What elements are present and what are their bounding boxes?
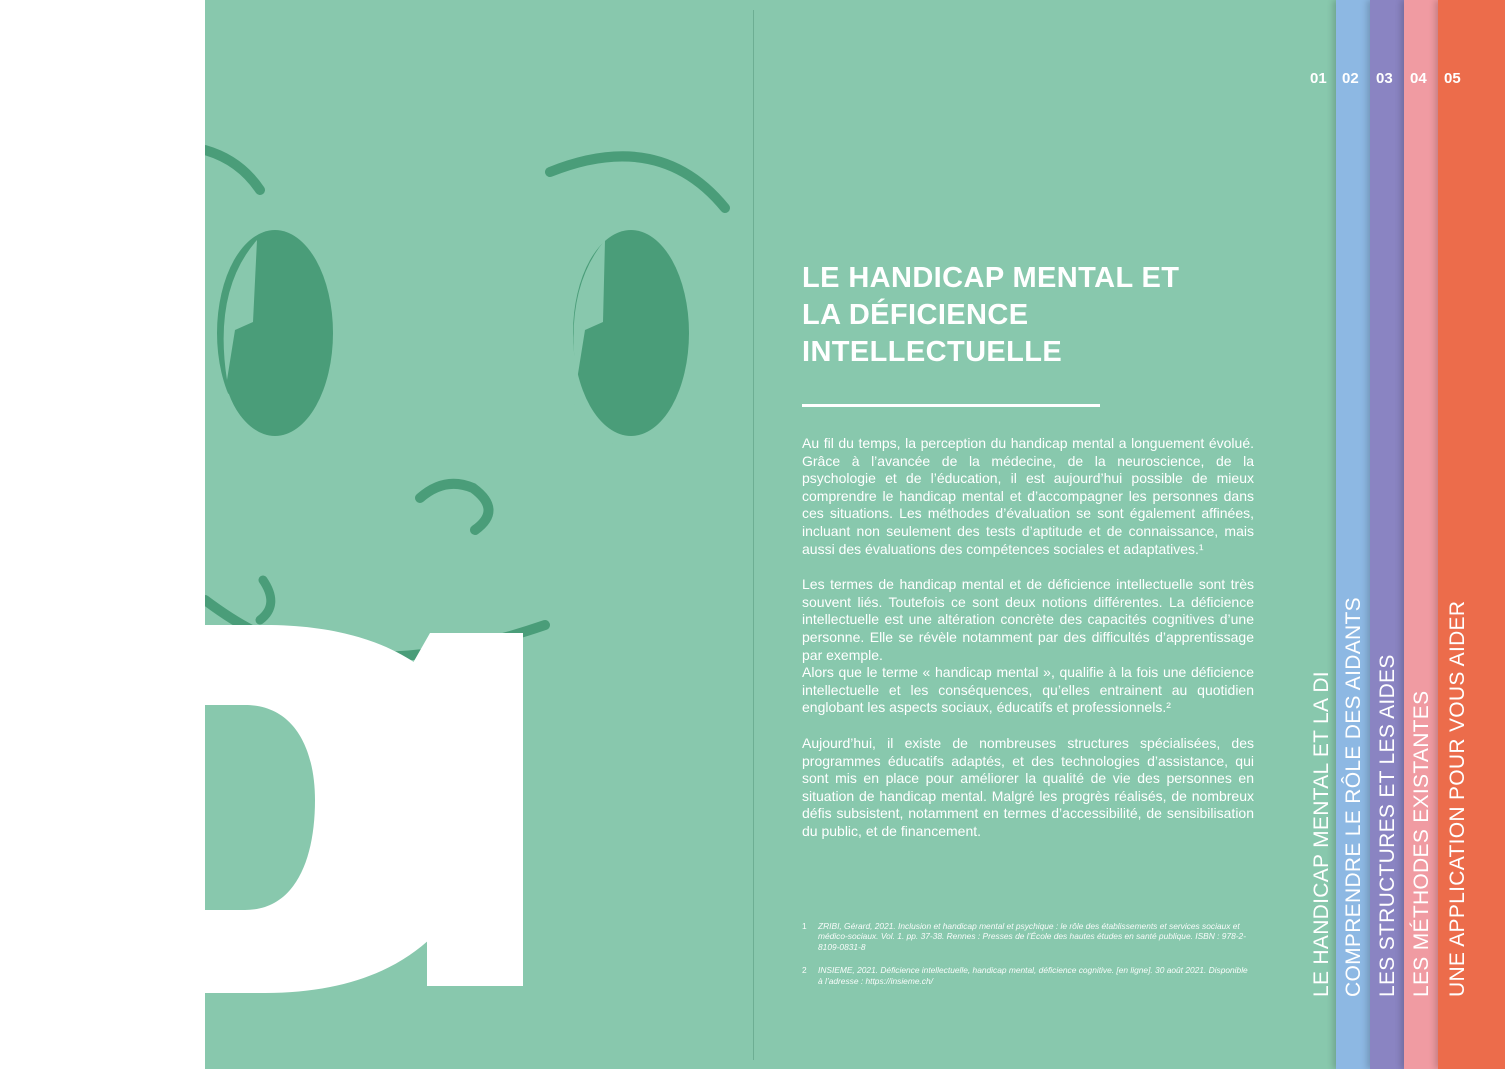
tab-chapter-03[interactable] xyxy=(1370,0,1406,1069)
footnote xyxy=(802,965,1254,986)
tab-label: LES STRUCTURES ET LES AIDES xyxy=(1376,654,1399,997)
page-fold xyxy=(753,10,754,1060)
tab-number: 05 xyxy=(1444,70,1461,87)
tab-chapter-02[interactable] xyxy=(1336,0,1372,1069)
paragraph-3: Alors que le terme « handicap mental », qualifie à la fois une déficience intellectuelle et les conséquences, qu’elles entrainent au quotidien englobant les aspects sociaux, éducatifs et professionnels.² xyxy=(802,664,1254,716)
paragraph-4: Aujourd’hui, il existe de nombreuses structures spécialisées, des programmes éducatifs adaptés, et des technologies d’assistance, qui sont mis en place pour améliorer la qualité de vie des personnes en situation de handicap mental. Malgré les progrès réalisés, de nombreux défis subsistent, notamment en termes d’accessibilité, de sensibilisation du public, et de financement. xyxy=(802,734,1254,839)
chapter-title xyxy=(802,260,1254,371)
footnote-text: ZRIBI, Gérard, 2021. Inclusion et handicap mental et psychique : le rôle des établissements et services sociaux et médico-sociaux. Vol. 1. pp. 37-38. Rennes : Presses de l’École des hautes études en santé publique. ISBN : 978-2-8109-0831-8 xyxy=(818,921,1246,952)
tab-number: 02 xyxy=(1342,70,1359,87)
footnote-text: INSIEME, 2021. Déficience intellectuelle, handicap mental, déficience cognitive. [en ligne]. 30 août 2021. Disponible à l’adresse : https://insieme.ch/ xyxy=(818,965,1248,986)
tab-chapter-01[interactable] xyxy=(1302,0,1338,1069)
chapter-content xyxy=(802,260,1254,858)
footnotes xyxy=(802,921,1254,999)
title-line-1: LE HANDICAP MENTAL ET xyxy=(802,262,1180,294)
tab-number: 04 xyxy=(1410,70,1427,87)
tab-number: 01 xyxy=(1310,70,1327,87)
chapter-number-graphic xyxy=(205,0,765,1069)
tab-chapter-05[interactable] xyxy=(1438,0,1505,1069)
tab-label: UNE APPLICATION POUR VOUS AIDER xyxy=(1446,600,1469,997)
title-line-2: LA DÉFICIENCE INTELLECTUELLE xyxy=(802,299,1063,368)
title-underline xyxy=(802,404,1100,407)
paragraph-1: Au fil du temps, la perception du handicap mental a longuement évolué. Grâce à l’avancée de la médecine, de la neuroscience, de la psychologie et de l’éducation, il est aujourd’hui possible de mieux comprendre le handicap mental et d’accompagner les personnes dans ces situations. Les méthodes d’évaluation se sont également affinées, incluant non seulement des tests d’aptitude et de connaissance, mais aussi des évaluations des compétences sociales et adaptatives.¹ xyxy=(802,435,1254,557)
tab-label: COMPRENDRE LE RÔLE DES AIDANTS xyxy=(1342,597,1365,997)
footnote xyxy=(802,921,1254,952)
tab-chapter-04[interactable] xyxy=(1404,0,1440,1069)
footnote-number: 1 xyxy=(802,921,807,931)
tab-label: LE HANDICAP MENTAL ET LA DI xyxy=(1310,671,1333,997)
tab-number: 03 xyxy=(1376,70,1393,87)
paragraph-2: Les termes de handicap mental et de déficience intellectuelle sont très souvent liés. Toutefois ce sont deux notions différentes. La déficience intellectuelle est une altération concrète des capacités cognitives d’une personne. Elle se révèle notamment par des difficultés d’apprentissage par exemple. xyxy=(802,576,1254,663)
tab-label: LES MÉTHODES EXISTANTES xyxy=(1410,690,1433,997)
footnote-number: 2 xyxy=(802,965,807,976)
